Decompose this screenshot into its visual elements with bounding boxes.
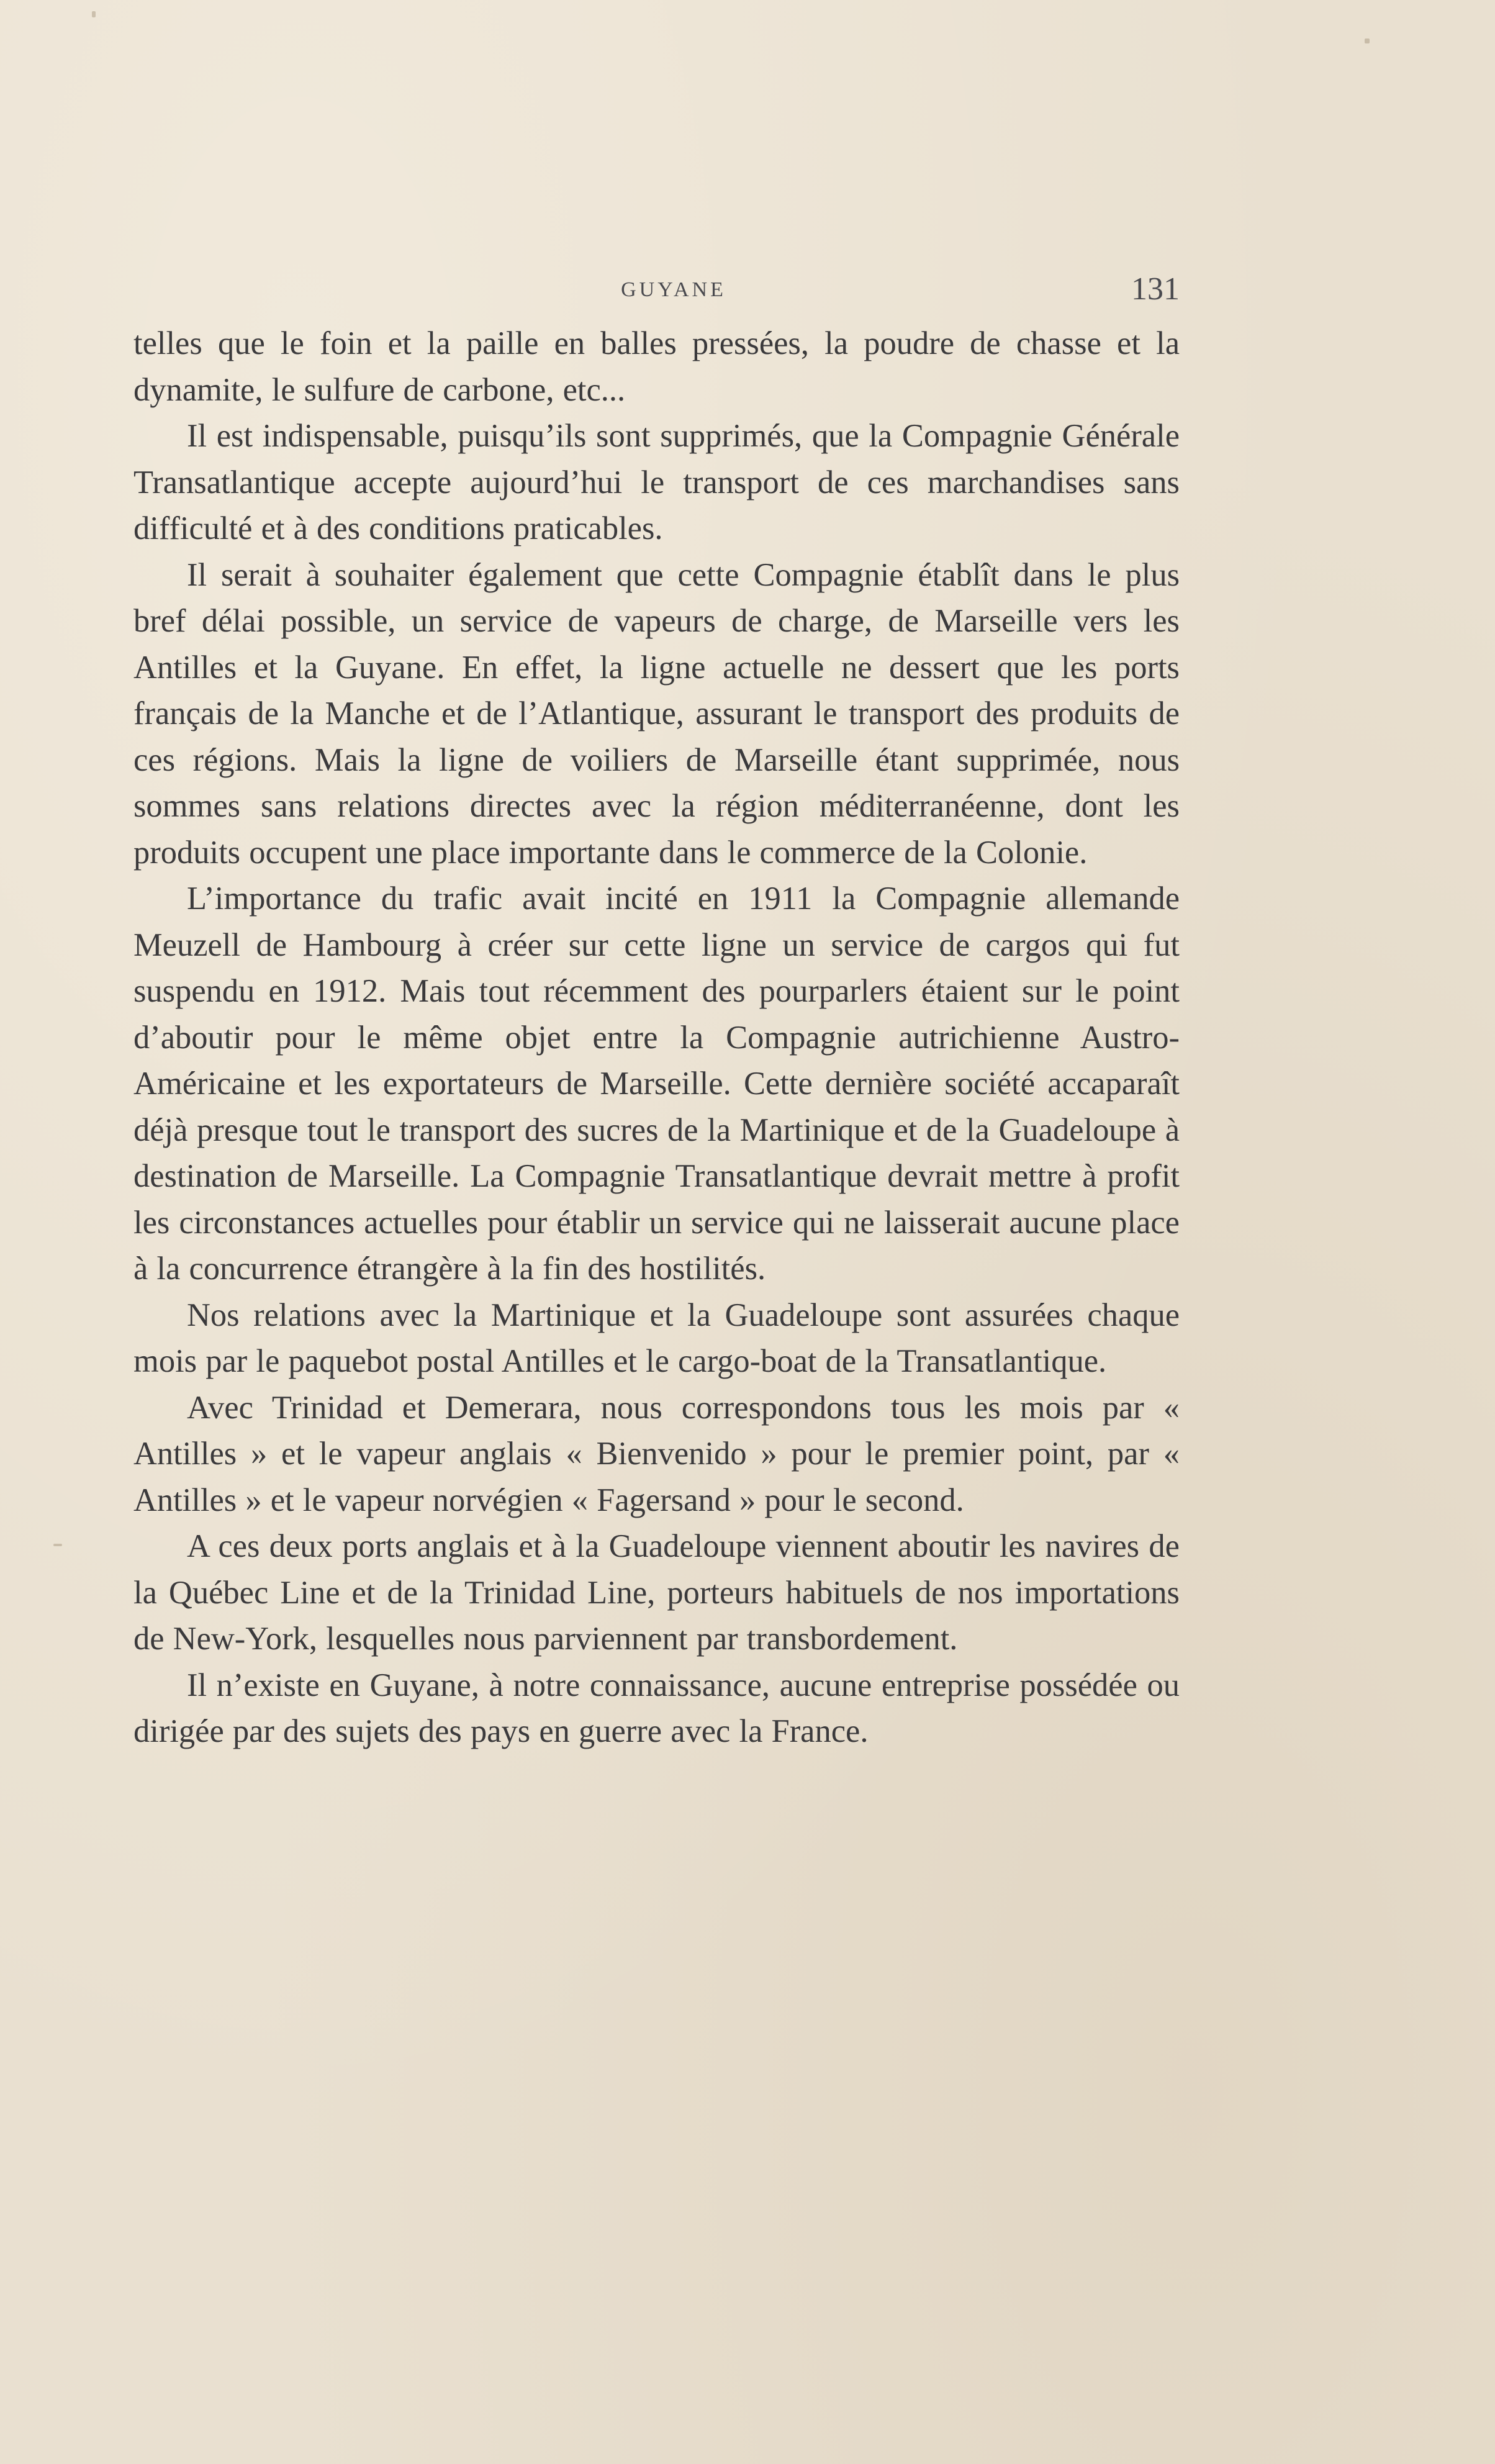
running-title: GUYANE bbox=[621, 278, 726, 301]
page-header bbox=[168, 271, 1180, 314]
paragraph: Il serait à souhaiter également que cette Compagnie établît dans le plus bref délai possible, un service de vapeurs de charge, de Marseille vers les Antilles et la Guyane. En effet, la ligne actuelle ne dessert que les ports français de la Manche et de l’Atlantique, assurant le transport des produits de ces régions. Mais la ligne de voiliers de Marseille étant supprimée, nous sommes sans relations directes avec la région méditerranéenne, dont les produits occupent une place importante dans le commerce de la Colonie. bbox=[133, 556, 1180, 871]
paragraph: Il est indispensable, puisqu’ils sont supprimés, que la Compagnie Générale Transatlantique accepte aujourd’hui le transport de ces marchandises sans difficulté et à des conditions praticables. bbox=[133, 418, 1180, 546]
margin-speck bbox=[92, 11, 96, 17]
page-number: 131 bbox=[1131, 271, 1180, 307]
paragraph: Nos relations avec la Martinique et la Guadeloupe sont assurées chaque mois par le paquebot postal Antilles et le cargo-boat de la Transatlantique. bbox=[133, 1297, 1180, 1379]
paragraph: Il n’existe en Guyane, à notre connaissance, aucune entreprise possédée ou dirigée par des sujets des pays en guerre avec la France. bbox=[133, 1667, 1180, 1749]
margin-speck bbox=[1365, 38, 1370, 43]
paragraph: telles que le foin et la paille en balles pressées, la poudre de chasse et la dynamite, le sulfure de carbone, etc... bbox=[133, 325, 1180, 408]
margin-speck bbox=[53, 1544, 62, 1546]
paragraph: A ces deux ports anglais et à la Guadeloupe viennent aboutir les navires de la Québec Line et de la Trinidad Line, porteurs habituels de nos importations de New-York, lesquelles nous parviennent par transbordement. bbox=[133, 1528, 1180, 1657]
paragraph: L’importance du trafic avait incité en 1911 la Compagnie allemande Meuzell de Hambourg à créer sur cette ligne un service de cargos qui fut suspendu en 1912. Mais tout récemment des pourparlers étaient sur le point d’aboutir pour le même objet entre la Compagnie autrichienne Austro-Américaine et les exportateurs de Marseille. Cette dernière société accaparaît déjà presque tout le transport des sucres de la Martinique et de la Guadeloupe à destination de Marseille. La Compagnie Transatlantique devrait mettre à profit les circonstances actuelles pour établir un service qui ne laisserait aucune place à la concurrence étrangère à la fin des hostilités. bbox=[133, 881, 1180, 1287]
body-text bbox=[133, 320, 1180, 1755]
paragraph: Avec Trinidad et Demerara, nous correspondons tous les mois par « Antilles » et le vapeur anglais « Bienvenido » pour le premier point, par « Antilles » et le vapeur norvégien « Fagersand » pour le second. bbox=[133, 1389, 1180, 1518]
